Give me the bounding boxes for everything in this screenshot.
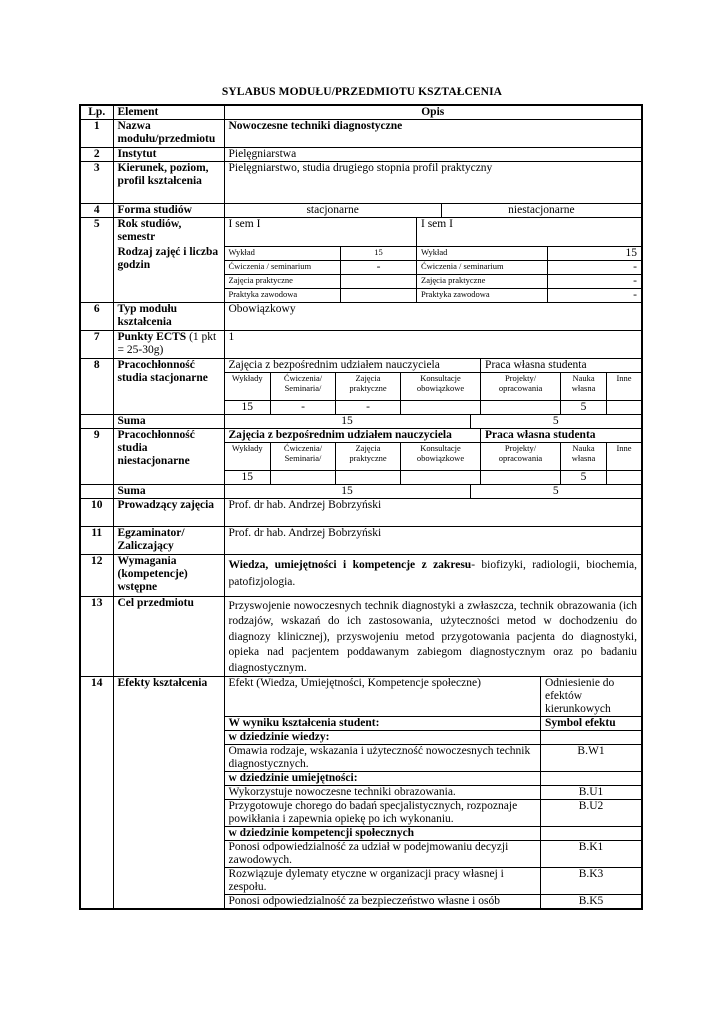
row-label: Pracochłonność studia stacjonarne bbox=[113, 358, 224, 414]
ects-value: 1 bbox=[224, 330, 642, 358]
class-name: Ćwiczenia / seminarium bbox=[225, 260, 341, 274]
reference-heading: Odniesienie do efektów kierunkowych bbox=[541, 677, 642, 717]
col-value: 15 bbox=[225, 470, 271, 484]
row-label: Cel przedmiotu bbox=[113, 596, 224, 677]
sum-label: Suma bbox=[113, 414, 224, 428]
outcome-symbol: B.U2 bbox=[541, 800, 642, 827]
year-semester-label: Rok studiów, semestr bbox=[117, 218, 182, 243]
col-header: Zajęcia praktyczne bbox=[336, 372, 401, 400]
row-14 bbox=[80, 677, 642, 910]
class-hours-st bbox=[341, 288, 417, 302]
workload-full-time bbox=[224, 358, 642, 414]
class-hours-nst: - bbox=[548, 274, 642, 288]
competence-section: w dziedzinie kompetencji społecznych bbox=[225, 827, 541, 841]
study-form-full-time: stacjonarne bbox=[225, 204, 442, 217]
sum-self: 5 bbox=[470, 485, 641, 498]
outcome-text: Ponosi odpowiedzialność za bezpieczeństwo własne i osób bbox=[225, 895, 541, 909]
row-label bbox=[113, 218, 224, 303]
row-label bbox=[113, 330, 224, 358]
class-name: Zajęcia praktyczne bbox=[417, 274, 548, 288]
study-form-part-time: niestacjonarne bbox=[441, 204, 641, 217]
row-number: 5 bbox=[80, 218, 113, 303]
col-value bbox=[401, 470, 481, 484]
row-12 bbox=[80, 554, 642, 596]
sum-cell bbox=[224, 414, 642, 428]
sum-direct: 15 bbox=[225, 415, 471, 428]
col-header: Inne bbox=[607, 372, 641, 400]
row-label: Typ modułu kształcenia bbox=[113, 302, 224, 330]
institute-value: Pielęgniarstwa bbox=[224, 148, 642, 162]
year-classes-cell bbox=[224, 218, 642, 303]
ects-note: (1 pkt = 25-30g) bbox=[117, 330, 217, 356]
sum-self: 5 bbox=[470, 415, 641, 428]
header-lp: Lp. bbox=[80, 105, 113, 120]
outcome-symbol: B.K5 bbox=[541, 895, 642, 909]
row-6 bbox=[80, 302, 642, 330]
class-name: Wykład bbox=[417, 246, 548, 260]
outcome-text: Rozwiązuje dylematy etyczne w organizacji pracy własnej i zespołu. bbox=[225, 868, 541, 895]
knowledge-section: w dziedzinie wiedzy: bbox=[225, 731, 541, 745]
row-3 bbox=[80, 162, 642, 204]
self-study-heading: Praca własna studenta bbox=[481, 429, 642, 443]
prerequisites-value bbox=[224, 554, 642, 596]
lecturer-value: Prof. dr hab. Andrzej Bobrzyński bbox=[224, 498, 642, 526]
class-hours-st: 15 bbox=[341, 246, 417, 260]
sum-cell bbox=[224, 484, 642, 498]
row-label: Efekty kształcenia bbox=[113, 677, 224, 910]
class-name: Praktyka zawodowa bbox=[417, 288, 548, 302]
row-number: 12 bbox=[80, 554, 113, 596]
class-hours-nst: - bbox=[548, 288, 642, 302]
col-header: Nauka własna bbox=[561, 442, 607, 470]
module-name: Nowoczesne techniki diagnostyczne bbox=[224, 120, 642, 148]
workload-part-time bbox=[224, 428, 642, 484]
examiner-value: Prof. dr hab. Andrzej Bobrzyński bbox=[224, 526, 642, 554]
study-form-cell bbox=[224, 204, 642, 218]
sum-direct: 15 bbox=[225, 485, 471, 498]
row-label: Wymagania (kompetencje) wstępne bbox=[113, 554, 224, 596]
row-label: Prowadzący zajęcia bbox=[113, 498, 224, 526]
row-2 bbox=[80, 148, 642, 162]
outcome-text: Wykorzystuje nowoczesne techniki obrazowania. bbox=[225, 786, 541, 800]
row-number: 14 bbox=[80, 677, 113, 910]
class-type-label: Rodzaj zajęć i liczba godzin bbox=[117, 246, 219, 271]
class-name: Zajęcia praktyczne bbox=[225, 274, 341, 288]
row-number: 4 bbox=[80, 204, 113, 218]
row-number: 8 bbox=[80, 358, 113, 414]
row-11 bbox=[80, 526, 642, 554]
skills-section: w dziedzinie umiejętności: bbox=[225, 772, 541, 786]
prerequisites-topics: - biofizyki, radiologii, biochemia, patofizjologia. bbox=[228, 558, 637, 588]
learning-outcomes-cell bbox=[224, 677, 642, 910]
outcome-symbol: B.K1 bbox=[541, 841, 642, 868]
header-opis: Opis bbox=[224, 105, 642, 120]
row-label: Nazwa modułu/przedmiotu bbox=[113, 120, 224, 148]
direct-hours-heading: Zajęcia z bezpośrednim udziałem nauczyciela bbox=[225, 359, 481, 373]
row-number: 6 bbox=[80, 302, 113, 330]
row-4 bbox=[80, 204, 642, 218]
row-9-sum bbox=[80, 484, 642, 498]
row-8-sum bbox=[80, 414, 642, 428]
row-label: Kierunek, poziom, profil kształcenia bbox=[113, 162, 224, 204]
row-number: 9 bbox=[80, 428, 113, 484]
ects-label: Punkty ECTS bbox=[117, 330, 187, 343]
syllabus-table bbox=[79, 104, 643, 910]
col-header: Projekty/ opracowania bbox=[481, 372, 561, 400]
row-1 bbox=[80, 120, 642, 148]
row-number: 10 bbox=[80, 498, 113, 526]
class-hours-nst: 15 bbox=[548, 246, 642, 260]
col-value bbox=[607, 400, 641, 414]
col-value bbox=[401, 400, 481, 414]
row-label: Instytut bbox=[113, 148, 224, 162]
outcomes-heading: Efekt (Wiedza, Umiejętności, Kompetencje społeczne) bbox=[225, 677, 541, 717]
row-label: Forma studiów bbox=[113, 204, 224, 218]
prerequisites-lead: Wiedza, umiejętności i kompetencje z zakresu bbox=[228, 558, 472, 571]
col-header: Ćwiczenia/ Seminaria/ bbox=[271, 372, 336, 400]
direct-hours-heading: Zajęcia z bezpośrednim udziałem nauczyciela bbox=[225, 429, 481, 443]
col-value: 15 bbox=[225, 400, 271, 414]
row-7 bbox=[80, 330, 642, 358]
col-header: Wykłady bbox=[225, 372, 271, 400]
semester-part-time: I sem I bbox=[417, 218, 642, 246]
sum-label: Suma bbox=[113, 484, 224, 498]
document-title: SYLABUS MODUŁU/PRZEDMIOTU KSZTAŁCENIA bbox=[221, 86, 503, 98]
self-study-heading: Praca własna studenta bbox=[481, 359, 641, 373]
header-row bbox=[80, 105, 642, 120]
row-number: 1 bbox=[80, 120, 113, 148]
col-header: Konsultacje obowiązkowe bbox=[401, 442, 481, 470]
outcome-symbol: B.W1 bbox=[541, 745, 642, 772]
col-header: Ćwiczenia/ Seminaria/ bbox=[271, 442, 336, 470]
row-number: 7 bbox=[80, 330, 113, 358]
col-header: Konsultacje obowiązkowe bbox=[401, 372, 481, 400]
class-name: Wykład bbox=[225, 246, 341, 260]
course-goal-value: Przyswojenie nowoczesnych technik diagnostyki a zwłaszcza, technik obrazowania (ich rodzajów, wskazań do ich zastosowania, użyteczności metod w dochodzeniu do diagnozy klinicznej), przyswojeniu metod przygotowania pacjenta do diagnostyki, opieka nad pacjentem poddawanym zabiegom diagnostycznym oraz po badaniu diagnostycznym. bbox=[224, 596, 642, 677]
row-label: Egzaminator/ Zaliczający bbox=[113, 526, 224, 554]
outcome-text: Ponosi odpowiedzialność za udział w podejmowaniu decyzji zawodowych. bbox=[225, 841, 541, 868]
row-number: 11 bbox=[80, 526, 113, 554]
symbol-heading: Symbol efektu bbox=[541, 717, 642, 731]
student-heading: W wyniku kształcenia student: bbox=[225, 717, 541, 731]
field-value: Pielęgniarstwo, studia drugiego stopnia profil praktyczny bbox=[224, 162, 642, 204]
outcome-text: Przygotowuje chorego do badań specjalistycznych, rozpoznaje powikłania i zapewnia opiekę po ich wykonaniu. bbox=[225, 800, 541, 827]
col-value: 5 bbox=[561, 400, 607, 414]
col-value: - bbox=[271, 400, 336, 414]
col-header: Zajęcia praktyczne bbox=[336, 442, 401, 470]
class-hours-nst: - bbox=[548, 260, 642, 274]
col-value bbox=[481, 470, 561, 484]
col-header: Nauka własna bbox=[561, 372, 607, 400]
col-value: - bbox=[336, 400, 401, 414]
col-header: Inne bbox=[607, 442, 642, 470]
row-number: 3 bbox=[80, 162, 113, 204]
class-hours-st bbox=[341, 274, 417, 288]
col-value bbox=[336, 470, 401, 484]
row-8 bbox=[80, 358, 642, 414]
row-5 bbox=[80, 218, 642, 303]
row-label: Pracochłonność studia niestacjonarne bbox=[113, 428, 224, 484]
col-value bbox=[481, 400, 561, 414]
row-9 bbox=[80, 428, 642, 484]
header-element: Element bbox=[113, 105, 224, 120]
module-type-value: Obowiązkowy bbox=[224, 302, 642, 330]
row-10 bbox=[80, 498, 642, 526]
class-hours-st: - bbox=[341, 260, 417, 274]
outcome-text: Omawia rodzaje, wskazania i użyteczność nowoczesnych technik diagnostycznych. bbox=[225, 745, 541, 772]
col-value bbox=[271, 470, 336, 484]
class-name: Ćwiczenia / seminarium bbox=[417, 260, 548, 274]
col-value: 5 bbox=[561, 470, 607, 484]
outcome-symbol: B.U1 bbox=[541, 786, 642, 800]
row-number: 2 bbox=[80, 148, 113, 162]
semester-full-time: I sem I bbox=[225, 218, 417, 246]
col-header: Wykłady bbox=[225, 442, 271, 470]
class-name: Praktyka zawodowa bbox=[225, 288, 341, 302]
outcome-symbol: B.K3 bbox=[541, 868, 642, 895]
row-number: 13 bbox=[80, 596, 113, 677]
row-13 bbox=[80, 596, 642, 677]
col-value bbox=[607, 470, 642, 484]
col-header: Projekty/ opracowania bbox=[481, 442, 561, 470]
